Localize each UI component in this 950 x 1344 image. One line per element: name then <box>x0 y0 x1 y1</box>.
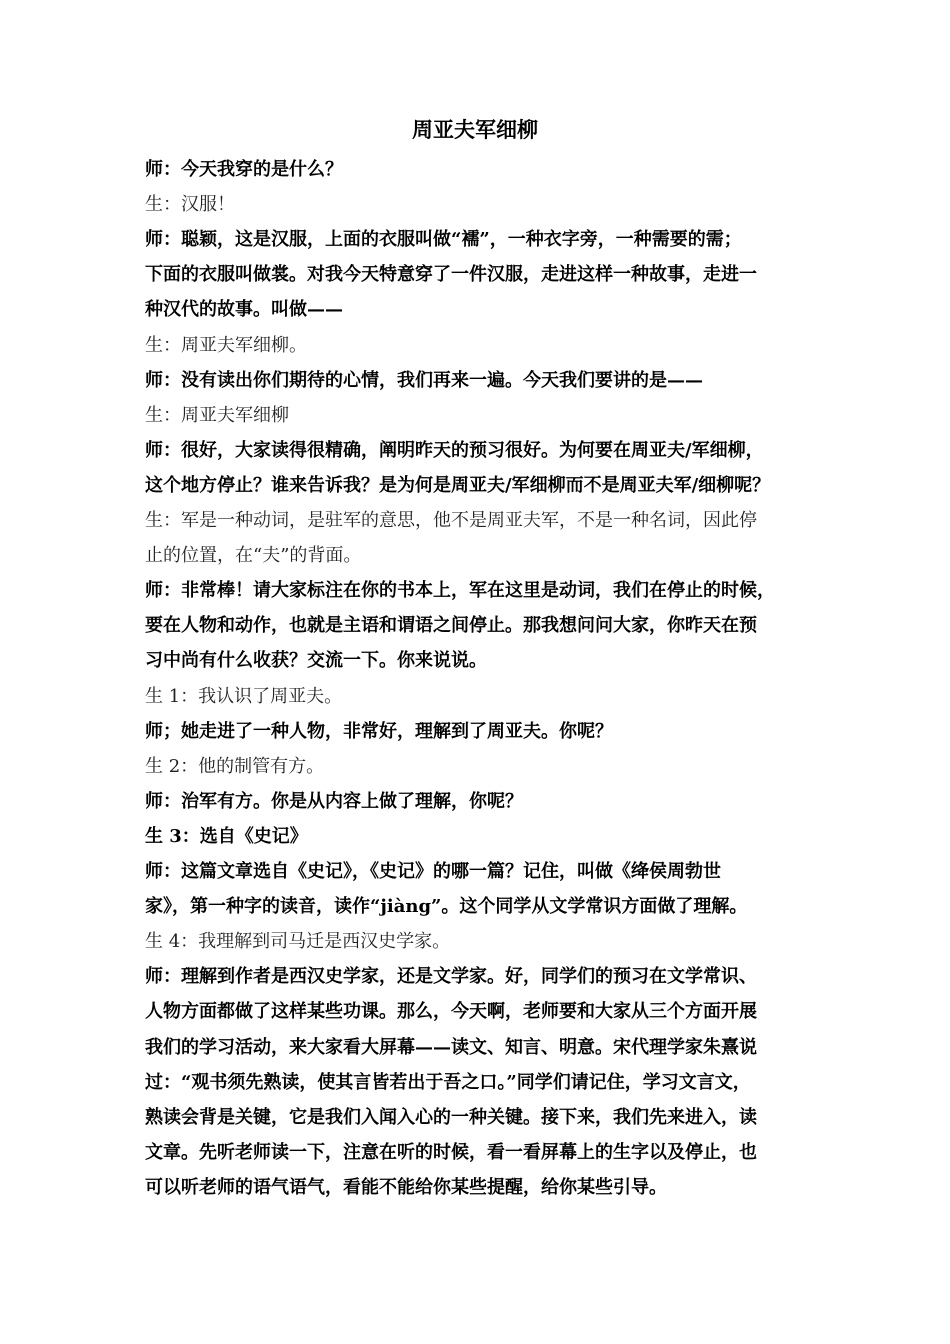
teacher-or-bold-line: 师：非常棒！请大家标注在你的书本上，军在这里是动词，我们在停止的时候， <box>145 580 775 602</box>
student-line: 生：汉服！ <box>145 194 235 216</box>
teacher-or-bold-line: 过：“观书须先熟读，使其言皆若出于吾之口。”同学们请记住，学习文言文， <box>145 1071 751 1093</box>
teacher-or-bold-line: 生 3：选自《史记》 <box>145 825 308 847</box>
teacher-or-bold-line: 师：没有读出你们期待的心情，我们再来一遍。今天我们要讲的是—— <box>145 369 703 391</box>
teacher-or-bold-line: 人物方面都做了这样某些功课。那么，今天啊，老师要和大家从三个方面开展 <box>145 1001 757 1023</box>
teacher-or-bold-line: 可以听老师的语气语气，看能不能给你某些提醒，给你某些引导。 <box>145 1176 667 1198</box>
teacher-or-bold-line: 师：治军有方。你是从内容上做了理解，你呢？ <box>145 790 523 812</box>
teacher-or-bold-line: 师；她走进了一种人物，非常好，理解到了周亚夫。你呢？ <box>145 720 613 742</box>
teacher-or-bold-line: 师：理解到作者是西汉史学家，还是文学家。好，同学们的预习在文学常识、 <box>145 966 757 988</box>
student-line: 生：军是一种动词，是驻军的意思，他不是周亚夫军，不是一种名词，因此停 <box>145 510 757 531</box>
document-title: 周亚夫军细柳 <box>412 117 538 142</box>
teacher-or-bold-line: 师：这篇文章选自《史记》，《史记》的哪一篇？记住，叫做《绛侯周勃世 <box>145 861 721 882</box>
student-line: 生 2：他的制管有方。 <box>145 755 325 777</box>
teacher-or-bold-line: 下面的衣服叫做裳。对我今天特意穿了一件汉服，走进这样一种故事，走进一 <box>145 264 757 286</box>
teacher-or-bold-line: 文章。先听老师读一下，注意在听的时候，看一看屏幕上的生字以及停止，也 <box>145 1141 757 1163</box>
student-line: 生：周亚夫军细柳 <box>145 404 289 426</box>
student-line: 生 4：我理解到司马迁是西汉史学家。 <box>145 931 451 953</box>
teacher-or-bold-line: 要在人物和动作，也就是主语和谓语之间停止。那我想问问大家，你昨天在预 <box>145 615 757 637</box>
student-line: 生 1：我认识了周亚夫。 <box>145 685 343 707</box>
student-line: 生：周亚夫军细柳。 <box>145 334 307 356</box>
teacher-or-bold-line: 师：很好，大家读得很精确，阐明昨天的预习很好。为何要在周亚夫/军细柳， <box>145 439 764 461</box>
teacher-or-bold-line: 这个地方停止？谁来告诉我？是为何是周亚夫/军细柳而不是周亚夫军/细柳呢？ <box>145 474 771 496</box>
teacher-or-bold-line: 熟读会背是关键，它是我们入闻入心的一种关键。接下来，我们先来进入，读 <box>145 1106 757 1128</box>
teacher-or-bold-line: 师：今天我穿的是什么？ <box>145 159 343 180</box>
student-line: 止的位置，在“夫”的背面。 <box>145 545 362 567</box>
teacher-or-bold-line: 习中尚有什么收获？交流一下。你来说说。 <box>145 650 487 672</box>
teacher-or-bold-line: 种汉代的故事。叫做—— <box>145 299 343 321</box>
teacher-or-bold-line: 师：聪颖，这是汉服，上面的衣服叫做“襦”，一种衣字旁，一种需要的需； <box>145 229 742 251</box>
teacher-or-bold-line: 我们的学习活动，来大家看大屏幕——读文、知言、明意。宋代理学家朱熹说 <box>145 1036 757 1058</box>
teacher-or-bold-line: 家》，第一种字的读音，读作“jiàng”。这个同学从文学常识方面做了理解。 <box>145 896 748 918</box>
